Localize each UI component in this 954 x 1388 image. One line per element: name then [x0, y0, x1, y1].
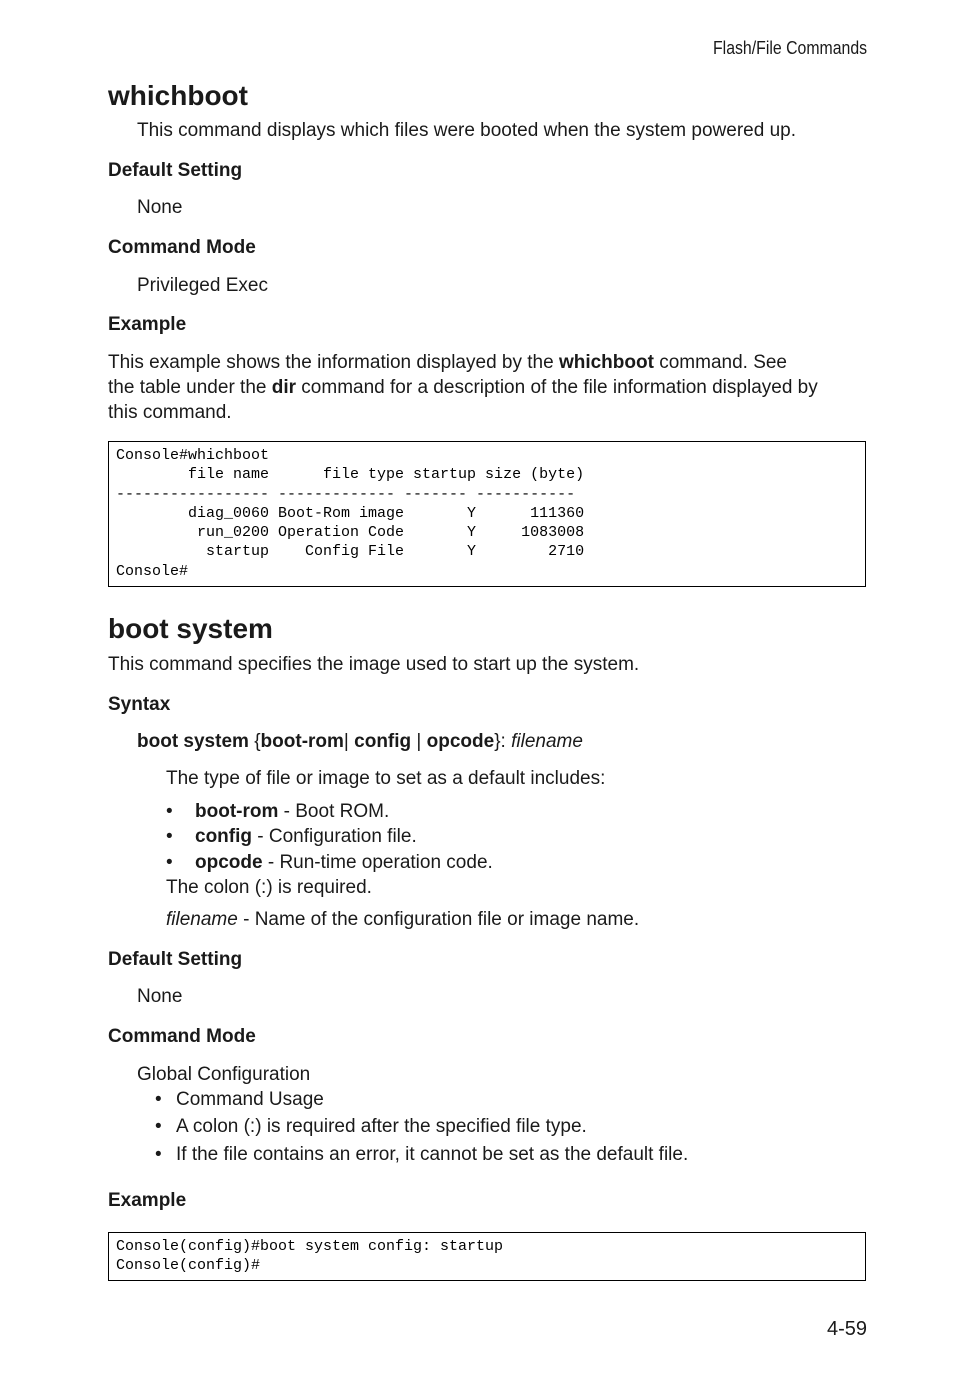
boot-system-mode-heading: Command Mode [108, 1026, 256, 1047]
boot-system-default-heading: Default Setting [108, 949, 243, 970]
boot-system-syntax-heading: Syntax [108, 694, 171, 715]
console-line: ----------------- ------------- ------- ----------- [116, 485, 576, 503]
section-title-boot-system: boot system [108, 613, 273, 644]
list-item: • boot-rom - Boot ROM. [166, 801, 390, 822]
whichboot-example-line-2: the table under the dir command for a description of the file information displayed by [108, 377, 818, 398]
whichboot-console-output [108, 441, 866, 587]
console-line: Console#whichboot [116, 447, 270, 464]
console-line: file name file type startup size (byte) [116, 466, 585, 484]
boot-system-example-heading: Example [108, 1190, 187, 1211]
boot-system-description: This command specifies the image used to start up the system. [108, 654, 640, 675]
boot-system-syntax: boot system {boot-rom| config | opcode}: filename [137, 731, 583, 752]
whichboot-example-line-3: this command. [108, 402, 232, 423]
section-title-whichboot: whichboot [108, 80, 248, 111]
boot-system-mode-value: Global Configuration [137, 1064, 311, 1085]
console-line: diag_0060 Boot-Rom image Y 111360 [116, 504, 585, 522]
list-item: • config - Configuration file. [166, 826, 417, 847]
page-number: 4-59 [826, 1318, 867, 1340]
boot-system-default-value: None [137, 986, 183, 1007]
console-line: Console(config)# [116, 1257, 261, 1275]
whichboot-example-heading: Example [108, 314, 187, 335]
boot-system-colon-note: The colon (:) is required. [166, 877, 372, 898]
console-line: startup Config File Y 2710 [116, 543, 585, 561]
boot-system-console-output [108, 1232, 866, 1281]
boot-system-type-intro: The type of file or image to set as a default includes: [166, 768, 606, 789]
console-line: run_0200 Operation Code Y 1083008 [116, 524, 585, 542]
list-item: • If the file contains an error, it cannot be set as the default file. [155, 1144, 689, 1165]
list-item: • opcode - Run-time operation code. [166, 852, 493, 873]
whichboot-mode-heading: Command Mode [108, 237, 256, 258]
whichboot-default-value: None [137, 197, 183, 218]
whichboot-mode-value: Privileged Exec [137, 275, 268, 296]
whichboot-default-heading: Default Setting [108, 160, 243, 181]
console-line: Console# [116, 562, 189, 580]
console-line: Console(config)#boot system config: startup [116, 1238, 504, 1255]
list-item: • A colon (:) is required after the specified file type. [155, 1116, 587, 1137]
list-item: • Command Usage [155, 1089, 324, 1110]
whichboot-description: This command displays which files were booted when the system powered up. [137, 120, 796, 141]
whichboot-example-line-1: This example shows the information displayed by the whichboot command. See [108, 352, 788, 373]
boot-system-filename-param: filename - Name of the configuration file or image name. [166, 909, 640, 930]
running-header: Flash/File Commands [712, 38, 867, 58]
